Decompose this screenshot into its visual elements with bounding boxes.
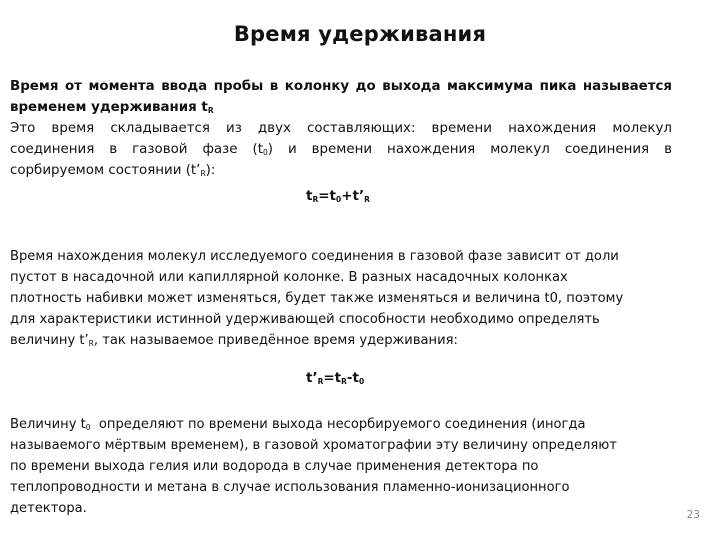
gas-phase-line-3: плотность набивки может изменяться, будет также изменяться и величина t0, поэтому bbox=[10, 291, 624, 306]
dead-time-line-1-a: Величину t bbox=[10, 417, 86, 432]
formula2-b-sub: R bbox=[341, 377, 347, 386]
composition-line-2-subscript: 0 bbox=[262, 148, 268, 157]
formula1-c: +t’ bbox=[341, 188, 365, 204]
gas-phase-line-5-b: , так называемое приведённое время удерживания: bbox=[93, 333, 458, 348]
formula1-c-sub: R bbox=[364, 195, 370, 204]
formula2-b: =t bbox=[323, 370, 342, 386]
formula2-c: -t bbox=[346, 370, 359, 386]
formula-adjusted-retention-time bbox=[306, 370, 364, 386]
gas-phase-paragraph bbox=[10, 246, 672, 351]
dead-time-line-1-b: определяют по времени выхода несорбируемого соединения (иногда bbox=[90, 417, 586, 432]
dead-time-line-1 bbox=[10, 414, 672, 435]
slide-title: Время удерживания bbox=[233, 22, 487, 46]
gas-phase-line-2: пустот в насадочной или капиллярной колонке. В разных насадочных колонках bbox=[10, 270, 568, 285]
composition-line-3-a: сорбируемом состоянии (t’ bbox=[10, 163, 201, 178]
definition-line-1: Время от момента ввода пробы в колонку до выхода максимума пика называется bbox=[10, 79, 672, 94]
composition-paragraph bbox=[10, 118, 672, 181]
dead-time-line-2: называемого мёртвым временем), в газовой хроматографии эту величину определяют bbox=[10, 438, 617, 453]
formula1-b: =t bbox=[318, 188, 337, 204]
composition-line-2-a: соединения в газовой фазе (t bbox=[10, 142, 263, 157]
dead-time-line-3: по времени выхода гелия или водорода в случае применения детектора по bbox=[10, 459, 539, 474]
formula1-a-sub: R bbox=[312, 195, 319, 204]
composition-line-3-b: ): bbox=[205, 163, 216, 178]
dead-time-paragraph bbox=[10, 414, 672, 519]
gas-phase-line-1: Время нахождения молекул исследуемого соединения в газовой фазе зависит от доли bbox=[10, 249, 619, 264]
formula-retention-time bbox=[306, 188, 370, 204]
definition-line-2-text: временем удерживания t bbox=[10, 100, 208, 115]
composition-line-2-b: ) и времени нахождения молекул соединения в bbox=[267, 142, 672, 157]
formula2-c-sub: 0 bbox=[358, 377, 365, 386]
dead-time-line-5: детектора. bbox=[10, 501, 87, 516]
definition-line-2 bbox=[10, 97, 672, 118]
composition-line-1: Это время складывается из двух составляющих: времени нахождения молекул bbox=[10, 121, 672, 136]
dead-time-line-4: теплопроводности и метана в случае использования пламенно-ионизационного bbox=[10, 480, 570, 495]
gas-phase-line-5-subscript: R bbox=[88, 339, 94, 348]
gas-phase-line-5-a: величину t’ bbox=[10, 333, 89, 348]
definition-line-2-subscript: R bbox=[207, 106, 214, 115]
formula2-a: t’ bbox=[306, 370, 318, 386]
formula1-b-sub: 0 bbox=[336, 195, 342, 204]
page-number: 23 bbox=[686, 509, 700, 521]
composition-line-2 bbox=[10, 139, 672, 160]
formula1-a: t bbox=[306, 188, 313, 204]
dead-time-line-1-subscript: 0 bbox=[85, 423, 91, 432]
gas-phase-line-4: для характеристики истинной удерживающей способности необходимо определять bbox=[10, 312, 600, 327]
composition-line-3 bbox=[10, 160, 672, 181]
gas-phase-line-5 bbox=[10, 330, 672, 351]
formula2-a-sub: R bbox=[317, 377, 324, 386]
definition-paragraph bbox=[10, 76, 672, 118]
composition-line-3-subscript: R bbox=[200, 169, 206, 178]
